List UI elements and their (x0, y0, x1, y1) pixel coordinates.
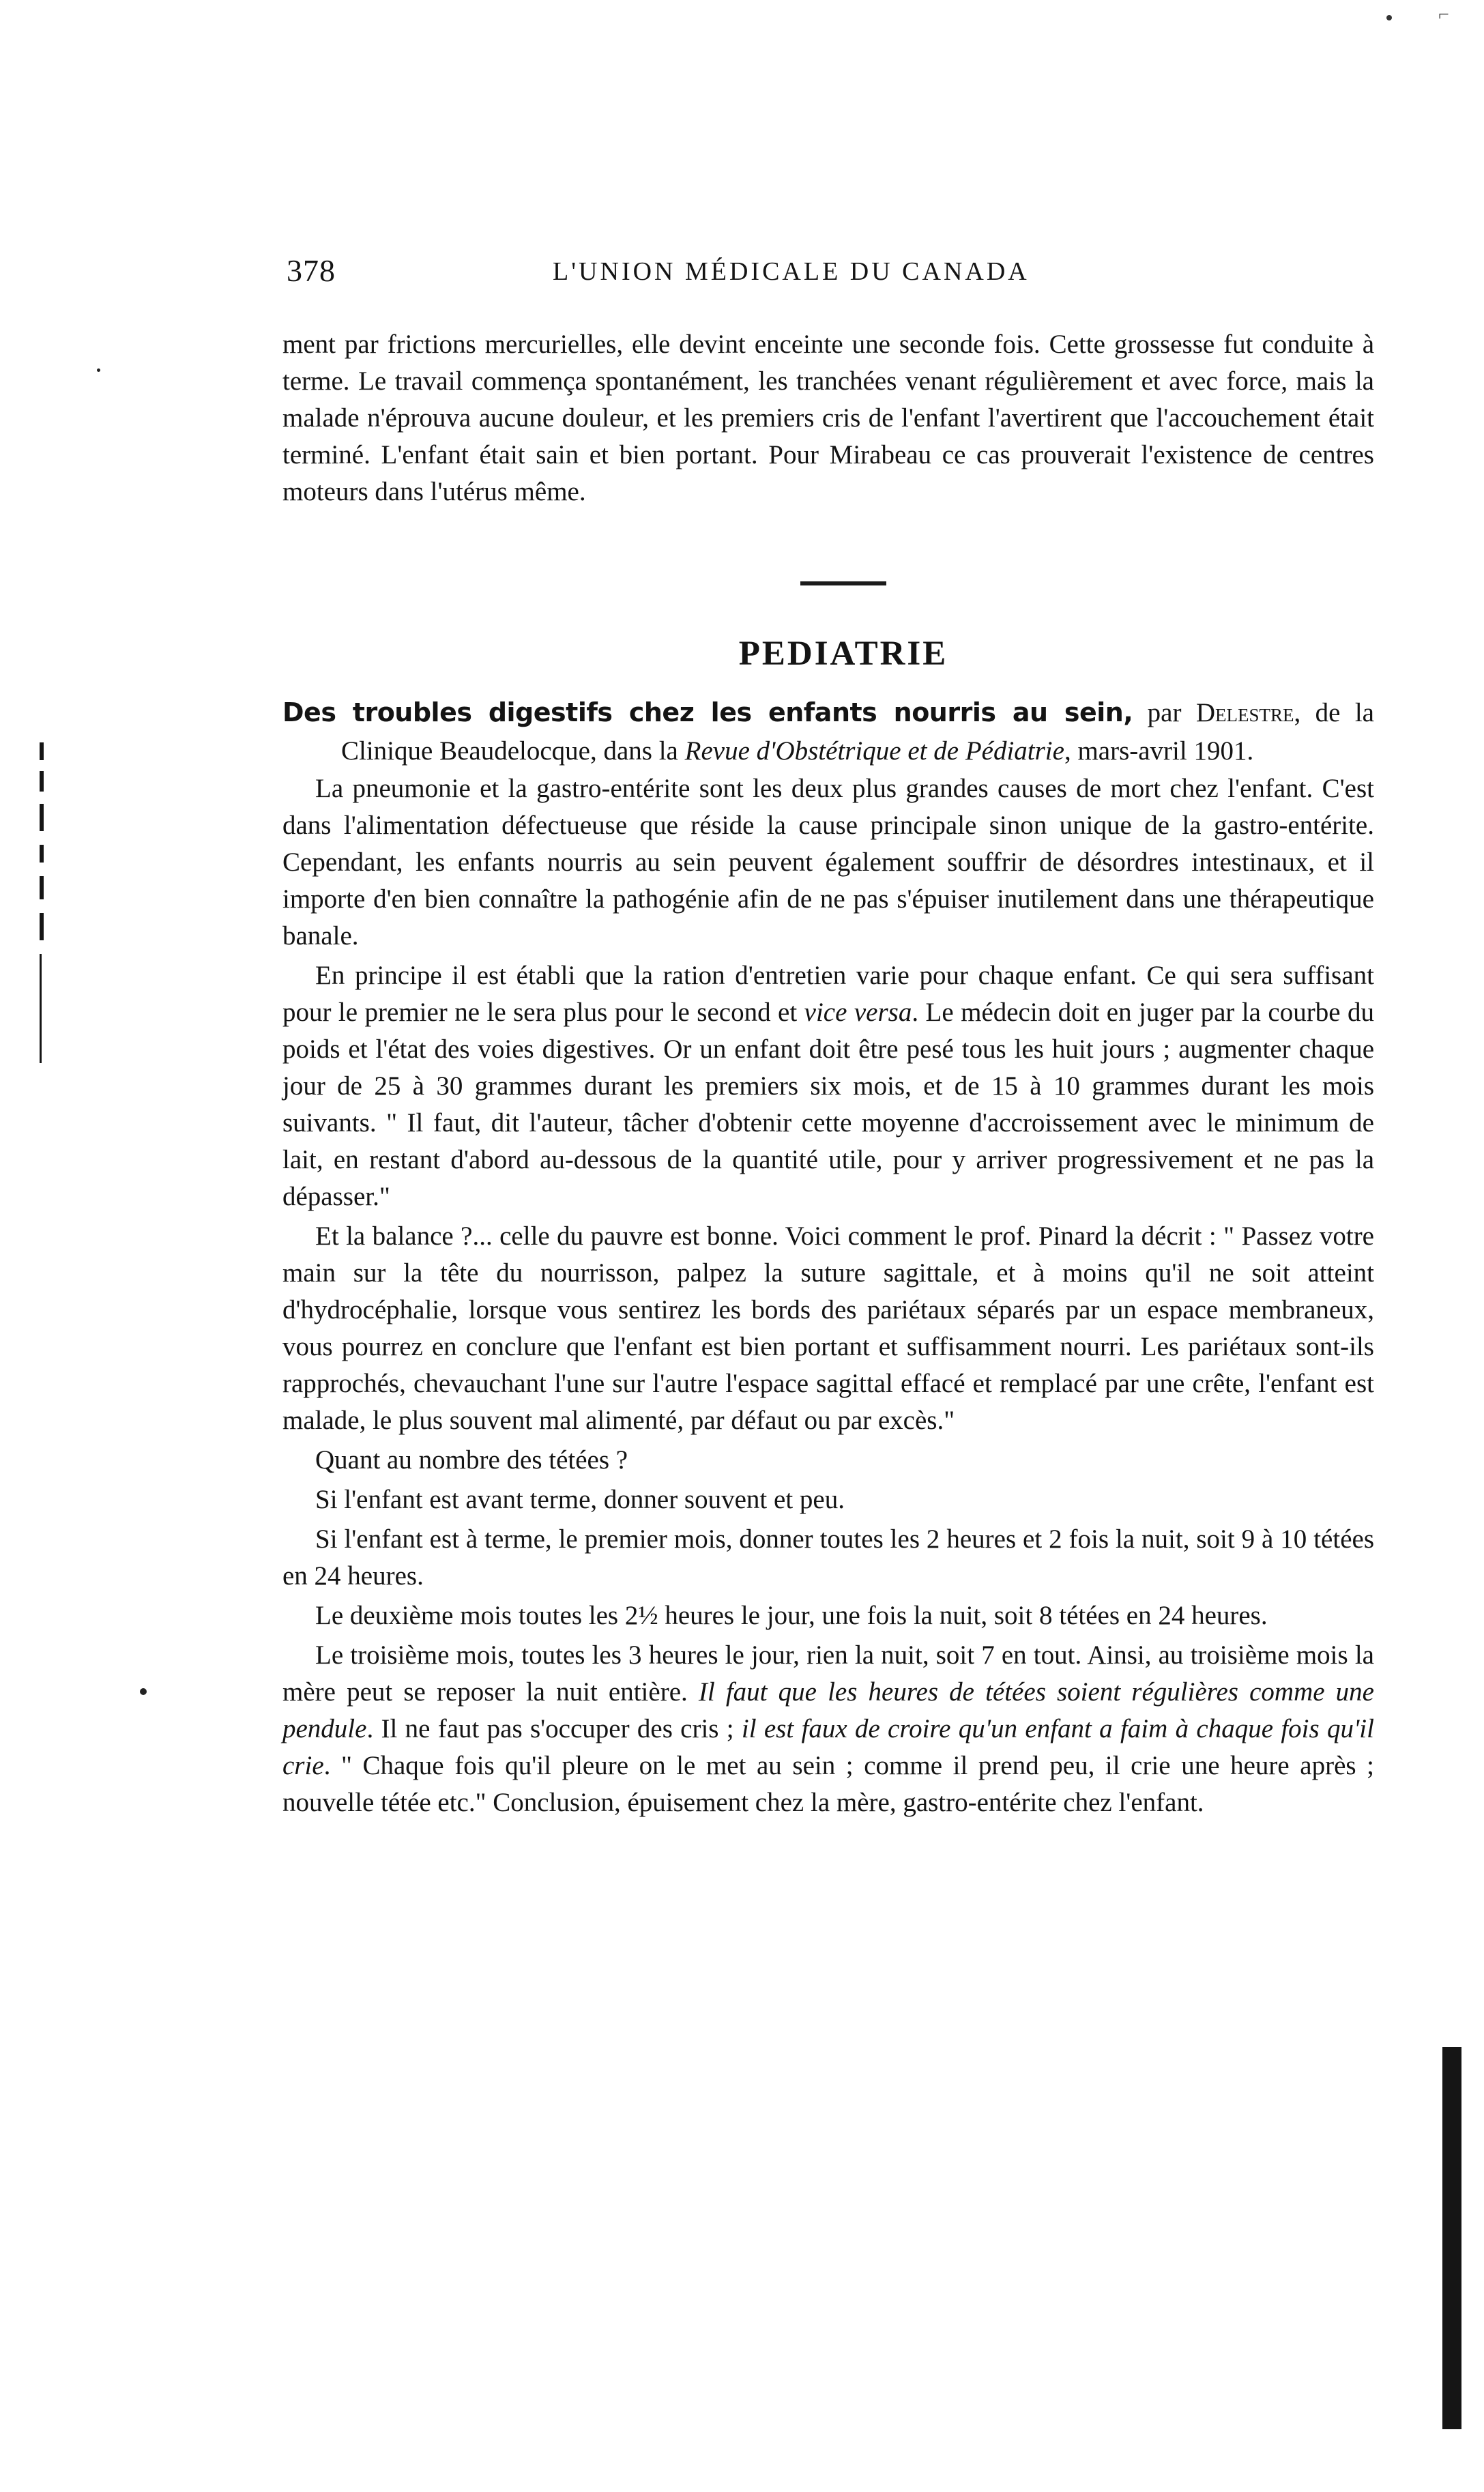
paragraph-text: Le troisième mois, toutes les 3 heures le jour, rien la nuit, soit 7 en tout. Ainsi, au troisième mois la mère peut se reposer la nuit entière. (282, 1640, 1374, 1707)
article-journal: Revue d'Obstétrique et de Pédiatrie (684, 736, 1064, 766)
paragraph-balance: Et la balance ?... celle du pauvre est bonne. Voici comment le prof. Pinard la décrit : " Passez votre main sur la tête du nourrisson, palpez la suture sagittale, et à moins qu'il ne soit atteint d'hydrocéphalie, lorsque vous sentirez les bords des pariétaux séparés par un espace membraneux, vous pourrez en conclure que l'enfant est bien portant et suffisamment nourri. Les pariétaux sont-ils rapprochés, chevauchant l'une sur l'autre l'espace sagittal effacé et remplacé par une crête, l'enfant est malade, le plus souvent mal alimenté, par défaut ou par excès." (282, 1221, 1374, 1435)
article-affiliation: , de la Clinique Beaudelocque, dans la (341, 698, 1374, 766)
section-title: PEDIATRIE (738, 635, 948, 673)
article-title: Des troubles digestifs chez les enfants nourris au sein, (282, 697, 1133, 727)
page-body (282, 326, 1374, 1824)
paragraph-avant-terme: Si l'enfant est avant terme, donner souvent et peu. (315, 1485, 845, 1514)
article-date: , mars-avril 1901. (1064, 736, 1254, 766)
paragraph-text: . Il ne faut pas s'occuper des cris ; (366, 1714, 742, 1743)
page-header (287, 252, 1139, 293)
paragraph-a-terme: Si l'enfant est à terme, le premier mois, donner toutes les 2 heures et 2 fois la nuit, soit 9 à 10 tétées en 24 heures. (282, 1524, 1374, 1591)
paragraph-text: En principe il est établi que la ration d'entretien varie pour chaque enfant. Ce qui sera suffisant pour le premier ne le sera plus pour le second et (282, 961, 1374, 1027)
running-title: L'UNION MÉDICALE DU CANADA (553, 257, 1030, 286)
paragraph-troisieme-mois (282, 1637, 1374, 1821)
paragraph-pneumonie: La pneumonie et la gastro-entérite sont les deux plus grandes causes de mort chez l'enfant. C'est dans l'alimentation défectueuse que réside la cause principale sinon unique de la gastro-entérite. Cependant, les enfants nourris au sein peuvent également souffrir de désordres intestinaux, et il importe d'en bien connaître la pathogénie afin de ne pas s'épuiser inutilement dans une thérapeutique banale. (282, 774, 1374, 951)
article-by: par (1133, 698, 1196, 727)
emphasis-text: Il faut que les heures de tétées soient régulières comme une pendule (282, 1677, 1374, 1743)
section-divider (800, 581, 886, 585)
scan-speck (1386, 15, 1392, 20)
page-number: 378 (287, 253, 336, 288)
emphasis-text: vice versa (804, 998, 912, 1027)
article-author: Delestre (1195, 698, 1294, 727)
scan-corner-mark: ⌐ (1438, 4, 1449, 25)
paragraph-deuxieme-mois: Le deuxième mois toutes les 2½ heures le jour, une fois la nuit, soit 8 tétées en 24 heures. (315, 1601, 1268, 1630)
margin-marks (35, 742, 49, 1063)
article-heading (282, 693, 1374, 770)
intro-paragraph: ment par frictions mercurielles, elle devint enceinte une seconde fois. Cette grossesse fut conduite à terme. Le travail commença spontanément, les tranchées venant régulièrement et avec force, mais la malade n'éprouva aucune douleur, et les premiers cris de l'enfant l'avertirent que l'accouchement était terminé. L'enfant était sain et bien portant. Pour Mirabeau ce cas prouverait l'existence de centres moteurs dans l'utérus même. (282, 330, 1374, 506)
scan-edge-bar (1442, 2047, 1461, 2429)
emphasis-text: il est faux de croire qu'un enfant a faim à chaque fois qu'il crie (282, 1714, 1374, 1780)
paragraph-text: . Le médecin doit en juger par la courbe du poids et l'état des voies digestives. Or un enfant doit être pesé tous les huit jours ; augmenter chaque jour de 25 à 30 grammes durant les premiers six mois, et de 15 à 10 grammes durant les mois suivants. " Il faut, dit l'auteur, tâcher d'obtenir cette moyenne d'accroissement avec le minimum de lait, en restant d'abord au-dessous de la quantité utile, pour y arriver progressivement et ne pas la dépasser." (282, 998, 1374, 1211)
scan-speck (140, 1688, 147, 1695)
paragraph-ration (282, 957, 1374, 1215)
paragraph-text: . " Chaque fois qu'il pleure on le met au sein ; comme il prend peu, il crie une heure après ; nouvelle tétée etc." Conclusion, épuisement chez la mère, gastro-entérite chez l'enfant. (282, 1751, 1374, 1817)
paragraph-question: Quant au nombre des tétées ? (315, 1445, 628, 1475)
scan-speck (97, 368, 100, 372)
